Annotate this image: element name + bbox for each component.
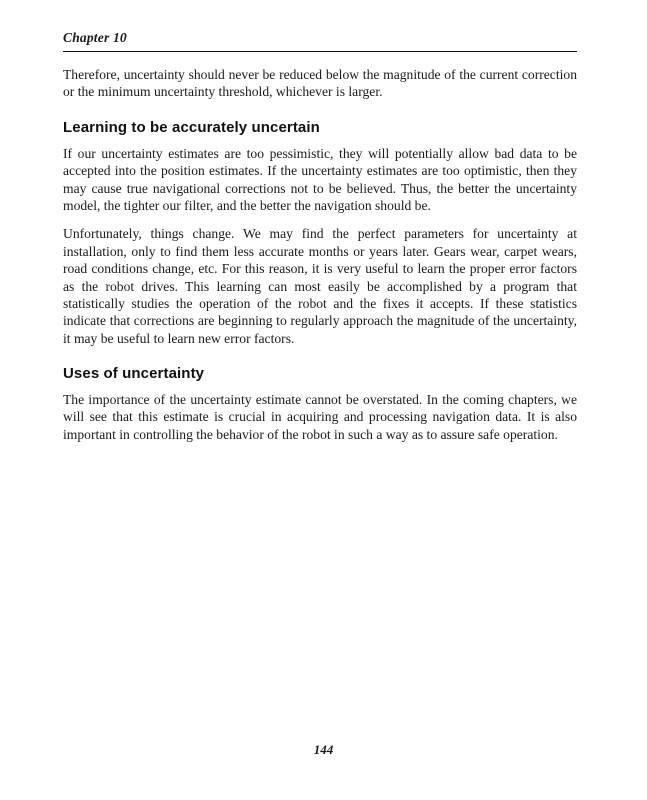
section-paragraph: Unfortunately, things change. We may find the perfect parameters for uncertainty at installation, only to find them less accurate months or years later. Gears wear, carpet wears, road conditions change, etc. For this reason, it is very useful to learn the proper error factors as the robot drives. This learning can most easily be accomplished by a program that statistically studies the operation of the robot and the fixes it accepts. If these statistics indicate that corrections are beginning to regularly approach the magnitude of the uncertainty, it may be useful to learn new error factors. (63, 226, 577, 346)
section-paragraph: If our uncertainty estimates are too pessimistic, they will potentially allow bad data to be accepted into the position estimates. If the uncertainty estimates are too optimistic, then they may cause true navigational corrections not to be believed. Thus, the better the uncertainty model, the tighter our filter, and the better the navigation should be. (63, 145, 577, 213)
page-content (63, 30, 577, 454)
section-heading-uses: Uses of uncertainty (63, 365, 205, 383)
section-heading-learning: Learning to be accurately uncertain (63, 118, 320, 136)
intro-paragraph: Therefore, uncertainty should never be reduced below the magnitude of the current correction or the minimum uncertainty threshold, whichever is larger. (63, 67, 577, 100)
section-paragraph: The importance of the uncertainty estimate cannot be overstated. In the coming chapters, we will see that this estimate is crucial in acquiring and processing navigation data. It is also important in controlling the behavior of the robot in such a way as to assure safe operation. (63, 392, 577, 442)
running-header: Chapter 10 (63, 30, 127, 45)
page-number: 144 (313, 742, 334, 757)
header-rule (63, 51, 577, 52)
